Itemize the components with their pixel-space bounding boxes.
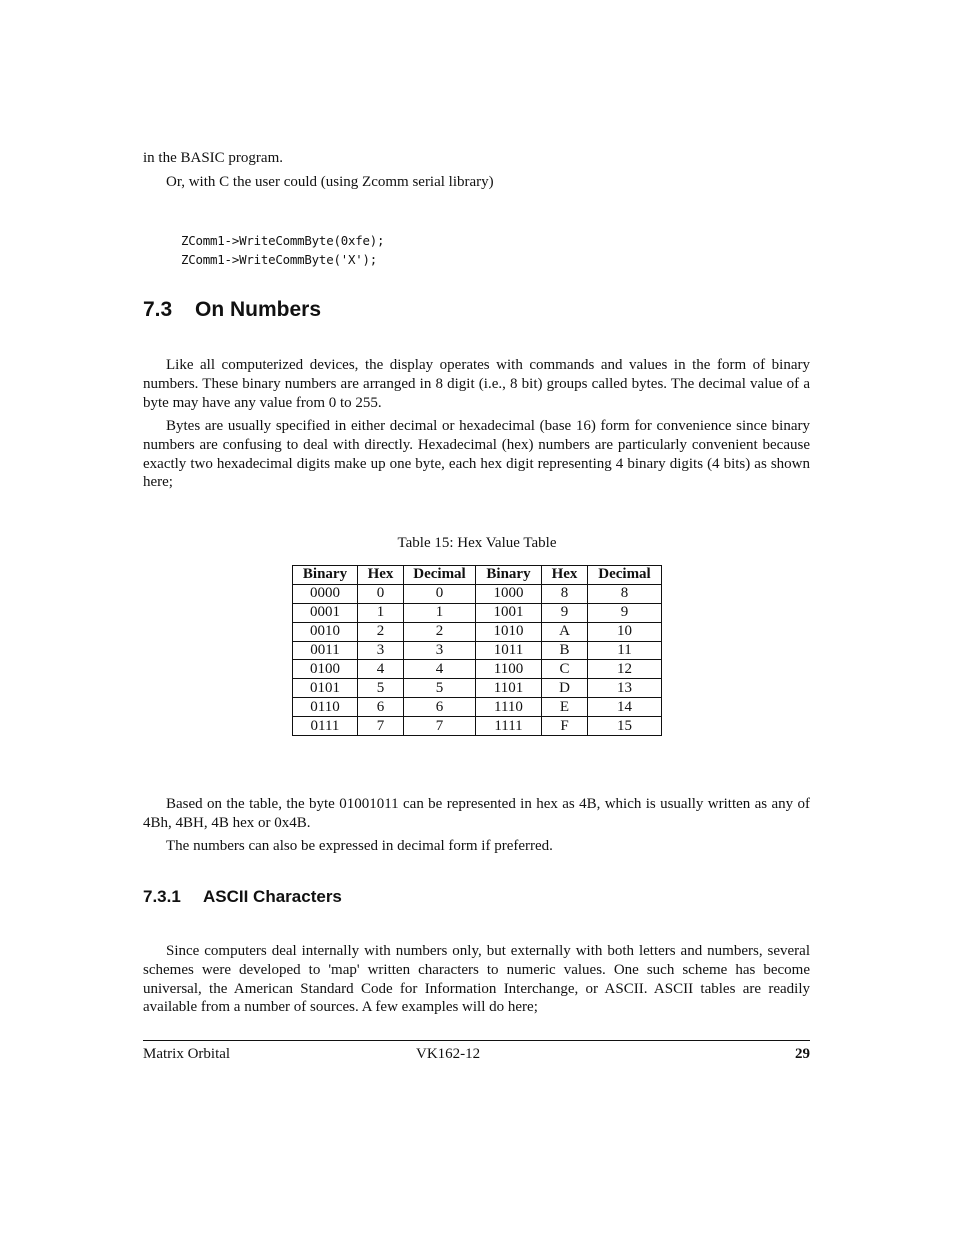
table-cell: 0100	[293, 660, 358, 679]
body-paragraph: The numbers can also be expressed in decimal form if preferred.	[166, 838, 553, 854]
table-cell: 13	[588, 679, 662, 698]
section-heading	[143, 298, 321, 322]
table-cell: 0001	[293, 603, 358, 622]
body-paragraph: Bytes are usually specified in either decimal or hexadecimal (base 16) form for convenience since binary numbers are confusing to deal with directly. Hexadecimal (hex) numbers are particularly convenient because exactly two hexadecimal digits make up one byte, each hex digit representing 4 binary digits (4 bits) as shown here;	[143, 418, 810, 491]
table-cell: 8	[542, 584, 588, 603]
continuation-text: in the BASIC program.	[143, 150, 283, 166]
table-cell: C	[542, 660, 588, 679]
code-line: ZComm1->WriteCommByte(0xfe);	[181, 233, 385, 248]
table-cell: 1110	[476, 698, 542, 717]
page-number: 29	[795, 1046, 810, 1062]
table-cell: 1011	[476, 641, 542, 660]
body-paragraph: Based on the table, the byte 01001011 can be represented in hex as 4B, which is usually written as any of 4Bh, 4BH, 4B hex or 0x4B.	[143, 796, 810, 831]
subsection-title: ASCII Characters	[203, 887, 342, 906]
table-cell: 15	[588, 717, 662, 736]
subsection-heading	[143, 887, 342, 907]
table-cell: 0111	[293, 717, 358, 736]
footer-divider	[143, 1040, 810, 1041]
table-row	[293, 584, 662, 603]
table-row	[293, 622, 662, 641]
table-cell: 0	[404, 584, 476, 603]
hex-value-table	[292, 565, 662, 736]
table-cell: 5	[404, 679, 476, 698]
table-cell: 9	[588, 603, 662, 622]
table-cell: 3	[404, 641, 476, 660]
table-cell: 10	[588, 622, 662, 641]
section-title: On Numbers	[195, 298, 322, 321]
code-line: ZComm1->WriteCommByte('X');	[181, 252, 378, 267]
table-row	[293, 660, 662, 679]
table-cell: 11	[588, 641, 662, 660]
table-cell: 6	[358, 698, 404, 717]
table-header-row	[293, 566, 662, 585]
table-cell: 0000	[293, 584, 358, 603]
table-cell: 14	[588, 698, 662, 717]
section-number: 7.3	[143, 298, 173, 321]
header-hex: Hex	[542, 566, 588, 585]
table-cell: D	[542, 679, 588, 698]
table-cell: 5	[358, 679, 404, 698]
table-cell: 1100	[476, 660, 542, 679]
table-cell: F	[542, 717, 588, 736]
table-cell: 4	[404, 660, 476, 679]
table-cell: 1101	[476, 679, 542, 698]
subsection-number: 7.3.1	[143, 887, 181, 906]
table-cell: 1001	[476, 603, 542, 622]
table-row	[293, 641, 662, 660]
table-cell: 1	[358, 603, 404, 622]
table-row	[293, 698, 662, 717]
table-cell: 7	[358, 717, 404, 736]
table-row	[293, 717, 662, 736]
or-line-text: Or, with C the user could (using Zcomm serial library)	[166, 174, 494, 190]
table-cell: E	[542, 698, 588, 717]
footer-center: VK162-12	[416, 1046, 481, 1062]
table-cell: 7	[404, 717, 476, 736]
table-cell: A	[542, 622, 588, 641]
body-paragraph: Like all computerized devices, the display operates with commands and values in the form of binary numbers. These binary numbers are arranged in 8 digit (i.e., 8 bit) groups called bytes. The decimal value of a byte may have any value from 0 to 255.	[143, 357, 810, 411]
header-decimal: Decimal	[588, 566, 662, 585]
table-cell: 1	[404, 603, 476, 622]
table-row	[293, 679, 662, 698]
table-cell: 0	[358, 584, 404, 603]
table-row	[293, 603, 662, 622]
header-binary: Binary	[293, 566, 358, 585]
table-caption: Table 15: Hex Value Table	[397, 535, 557, 551]
table-cell: 0110	[293, 698, 358, 717]
table-cell: 4	[358, 660, 404, 679]
table-cell: 1000	[476, 584, 542, 603]
table-cell: 0010	[293, 622, 358, 641]
table-cell: 8	[588, 584, 662, 603]
table-cell: 12	[588, 660, 662, 679]
table-cell: 1010	[476, 622, 542, 641]
table-cell: 3	[358, 641, 404, 660]
table-cell: 1111	[476, 717, 542, 736]
body-paragraph: Since computers deal internally with numbers only, but externally with both letters and numbers, several schemes were developed to 'map' written characters to numeric values. One such scheme has become universal, the American Standard Code for Information Interchange, or ASCII. ASCII tables are readily available from a number of sources. A few examples will do here;	[143, 943, 810, 1016]
table-cell: 2	[404, 622, 476, 641]
table-cell: 2	[358, 622, 404, 641]
header-decimal: Decimal	[404, 566, 476, 585]
table-cell: 0011	[293, 641, 358, 660]
table-cell: 6	[404, 698, 476, 717]
header-hex: Hex	[358, 566, 404, 585]
table-cell: 0101	[293, 679, 358, 698]
table-cell: 9	[542, 603, 588, 622]
table-cell: B	[542, 641, 588, 660]
footer-left: Matrix Orbital	[143, 1046, 231, 1062]
header-binary: Binary	[476, 566, 542, 585]
